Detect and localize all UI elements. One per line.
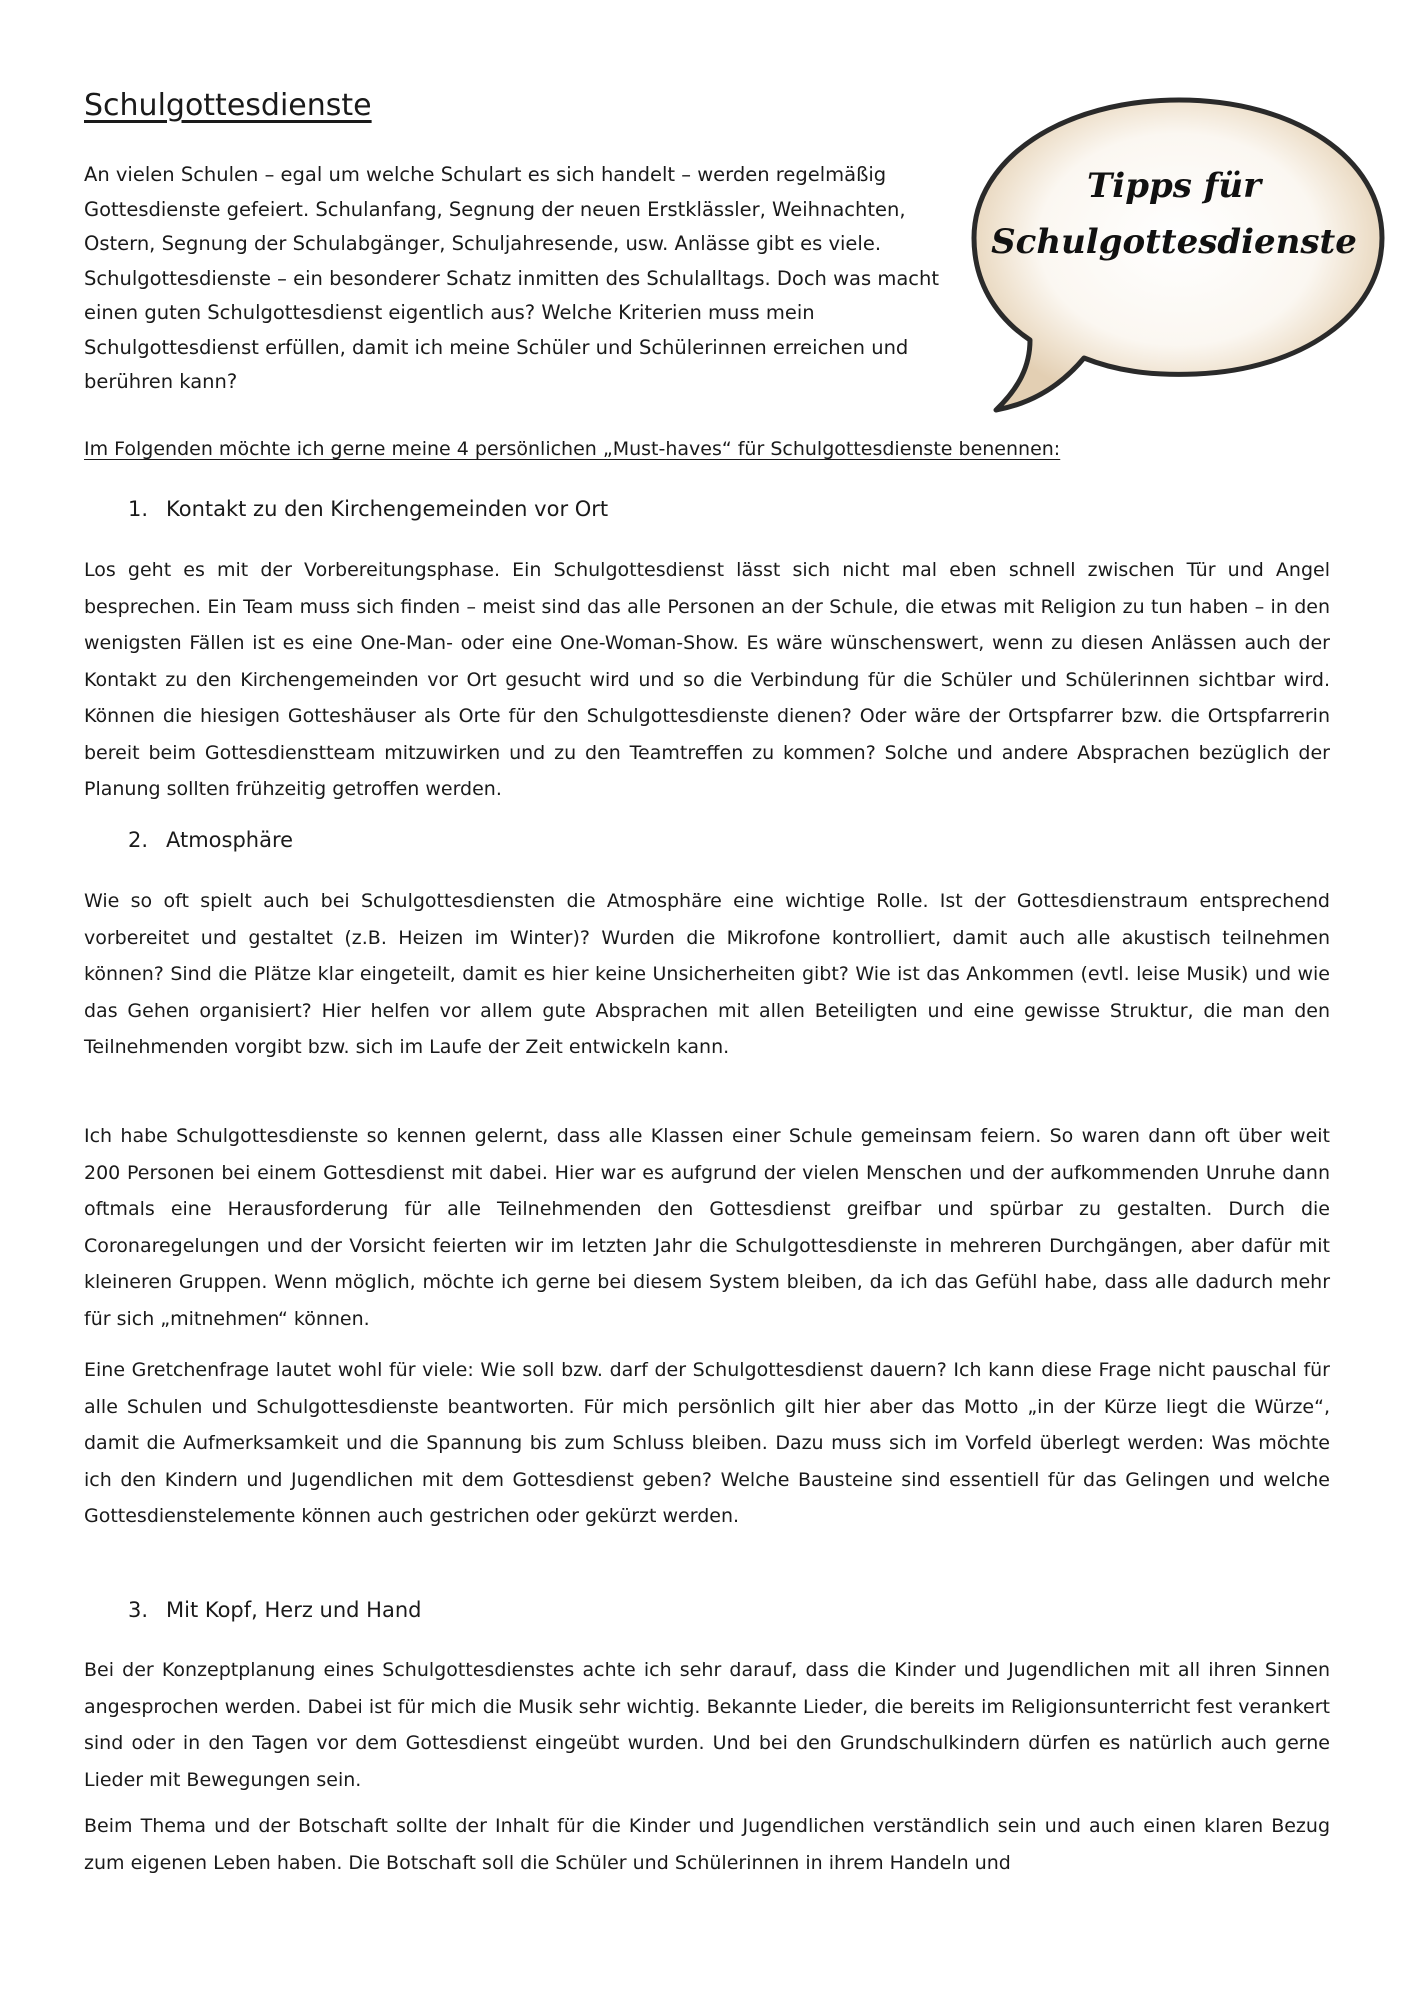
document-page <box>84 0 1357 2000</box>
section-2-paragraph-1: Wie so oft spielt auch bei Schulgottesdiensten die Atmosphäre eine wichtige Rolle. Ist der Gottesdienstraum entsprechend vorbereitet und gestaltet (z.B. Heizen im Winter)? Wurden die Mikrofone kontrolliert, damit auch alle akustisch teilnehmen können? Sind die Plätze klar eingeteilt, damit es hier keine Unsicherheiten gibt? Wie ist das Ankommen (evtl. leise Musik) und wie das Gehen organisiert? Hier helfen vor allem gute Absprachen mit allen Beteiligten und eine gewisse Struktur, die man den Teilnehmenden vorgibt bzw. sich im Laufe der Zeit entwickeln kann. <box>84 890 1330 1058</box>
section-title: Atmosphäre <box>166 828 294 852</box>
bubble-line-1: Tipps für <box>1086 166 1261 206</box>
section-3-paragraph-2: Beim Thema und der Botschaft sollte der Inhalt für die Kinder und Jugendlichen verständlich sein und auch einen klaren Bezug zum eigenen Leben haben. Die Botschaft soll die Schüler und Schülerinnen in ihrem Handeln und <box>84 1815 1330 1874</box>
section-number: 2. <box>128 828 149 852</box>
section-heading-1 <box>128 497 608 521</box>
section-2-paragraph-2: Ich habe Schulgottesdienste so kennen gelernt, dass alle Klassen einer Schule gemeinsam feiern. So waren dann oft über weit 200 Personen bei einem Gottesdienst mit dabei. Hier war es aufgrund der vielen Menschen und der aufkommenden Unruhe dann oftmals eine Herausforderung für alle Teilnehmenden den Gottesdienst greifbar und spürbar zu gestalten. Durch die Coronaregelungen und der Vorsicht feierten wir im letzten Jahr die Schulgottesdienste in mehreren Durchgängen, aber dafür mit kleineren Gruppen. Wenn möglich, möchte ich gerne bei diesem System bleiben, da ich das Gefühl habe, dass alle dadurch mehr für sich „mitnehmen“ können. <box>84 1125 1330 1330</box>
speech-bubble <box>964 88 1394 418</box>
section-1-paragraph-1: Los geht es mit der Vorbereitungsphase. Ein Schulgottesdienst lässt sich nicht mal eben schnell zwischen Tür und Angel besprechen. Ein Team muss sich finden – meist sind das alle Personen an der Schule, die etwas mit Religion zu tun haben – in den wenigsten Fällen ist es eine One-Man- oder eine One-Woman-Show. Es wäre wünschenswert, wenn zu diesen Anlässen auch der Kontakt zu den Kirchengemeinden vor Ort gesucht wird und so die Verbindung für die Schüler und Schülerinnen sichtbar wird. Können die hiesigen Gotteshäuser als Orte für den Schulgottesdienste dienen? Oder wäre der Ortspfarrer bzw. die Ortspfarrerin bereit beim Gottesdienstteam mitzuwirken und zu den Teamtreffen zu kommen? Solche und andere Absprachen bezüglich der Planung sollten frühzeitig getroffen werden. <box>84 559 1330 800</box>
page-title: Schulgottesdienste <box>84 88 372 123</box>
lead-sentence: Im Folgenden möchte ich gerne meine 4 persönlichen „Must-haves“ für Schulgottesdienste benennen: <box>84 438 1061 460</box>
section-number: 1. <box>128 497 149 521</box>
bubble-text <box>964 158 1384 270</box>
section-title: Kontakt zu den Kirchengemeinden vor Ort <box>166 497 609 521</box>
section-number: 3. <box>128 1598 149 1622</box>
intro-paragraph: An vielen Schulen – egal um welche Schulart es sich handelt – werden regelmäßig Gottesdienste gefeiert. Schulanfang, Segnung der neuen Erstklässler, Weihnachten, Ostern, Segnung der Schulabgänger, Schuljahresende, usw. Anlässe gibt es viele. Schulgottesdienste – ein besonderer Schatz inmitten des Schulalltags. Doch was macht einen guten Schulgottesdienst eigentlich aus? Welche Kriterien muss mein Schulgottesdienst erfüllen, damit ich meine Schüler und Schülerinnen erreichen und berühren kann? <box>84 163 940 393</box>
section-2-paragraph-3: Eine Gretchenfrage lautet wohl für viele: Wie soll bzw. darf der Schulgottesdienst dauern? Ich kann diese Frage nicht pauschal für alle Schulen und Schulgottesdienste beantworten. Für mich persönlich gilt hier aber das Motto „in der Kürze liegt die Würze“, damit die Aufmerksamkeit und die Spannung bis zum Schluss bleiben. Dazu muss sich im Vorfeld überlegt werden: Was möchte ich den Kindern und Jugendlichen mit dem Gottesdienst geben? Welche Bausteine sind essentiell für das Gelingen und welche Gottesdienstelemente können auch gestrichen oder gekürzt werden. <box>84 1359 1330 1527</box>
section-3-paragraph-1: Bei der Konzeptplanung eines Schulgottesdienstes achte ich sehr darauf, dass die Kinder und Jugendlichen mit all ihren Sinnen angesprochen werden. Dabei ist für mich die Musik sehr wichtig. Bekannte Lieder, die bereits im Religionsunterricht fest verankert sind oder in den Tagen vor dem Gottesdienst eingeübt wurden. Und bei den Grundschulkindern dürfen es natürlich auch gerne Lieder mit Bewegungen sein. <box>84 1659 1330 1791</box>
bubble-line-2: Schulgottesdienste <box>991 222 1357 262</box>
section-title: Mit Kopf, Herz und Hand <box>166 1598 422 1622</box>
section-heading-3 <box>128 1598 421 1622</box>
section-heading-2 <box>128 828 293 852</box>
